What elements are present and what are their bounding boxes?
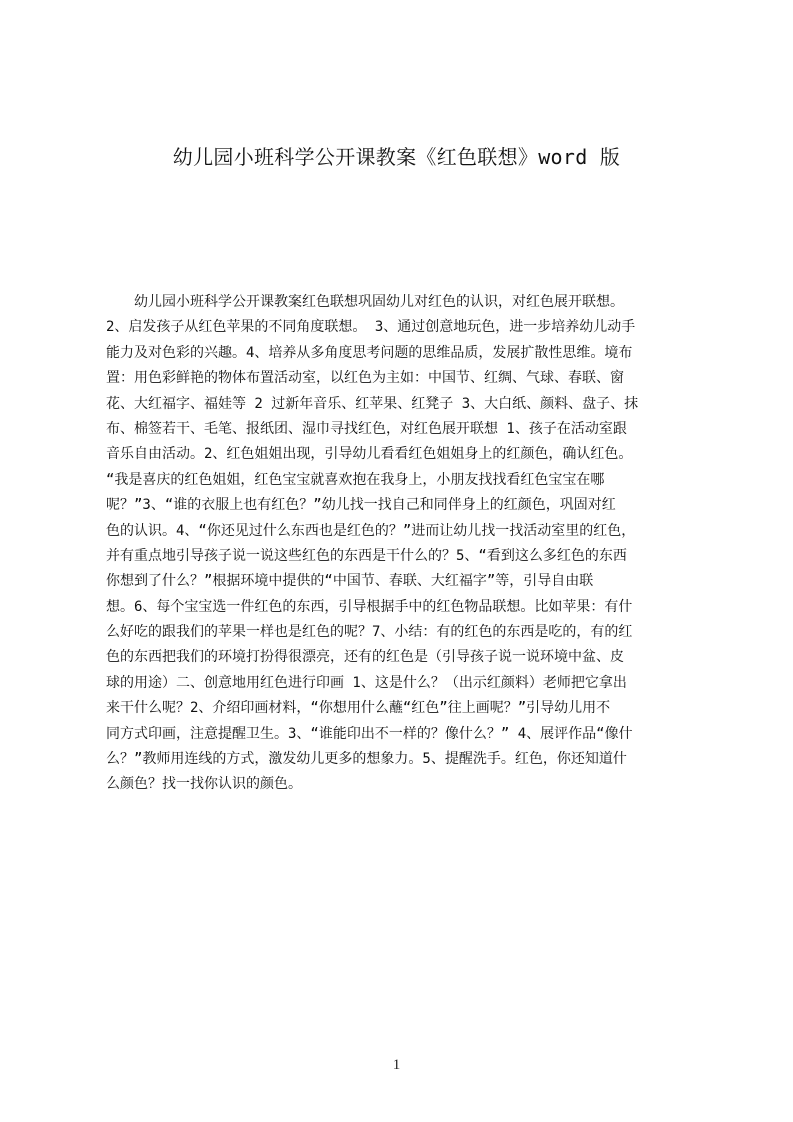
body-line: 么好吃的跟我们的苹果一样也是红色的呢？7、小结：有的红色的东西是吃的，有的红	[106, 624, 633, 641]
body-line: 你想到了什么？”根据环境中提供的“中国节、春联、大红福字”等，引导自由联	[106, 573, 594, 590]
body-line: 么颜色？找一找你认识的颜色。	[106, 776, 302, 793]
body-line: “我是喜庆的红色姐姐，红色宝宝就喜欢抱在我身上，小朋友找找看红色宝宝在哪	[106, 471, 605, 488]
document-title: 幼儿园小班科学公开课教案《红色联想》word 版	[172, 145, 621, 169]
body-line: 色的认识。4、“你还见过什么东西也是红色的？”进而让幼儿找一找活动室里的红色，	[106, 522, 636, 539]
body-line: 色的东西把我们的环境打扮得很漂亮，还有的红色是（引导孩子说一说环境中盆、皮	[106, 649, 624, 666]
body-line: 置：用色彩鲜艳的物体布置活动室，以红色为主如：中国节、红绸、气球、春联、窗	[106, 370, 624, 387]
body-line: 么？”教师用连线的方式，激发幼儿更多的想象力。5、提醒洗手。红色，你还知道什	[106, 751, 627, 768]
body-line: 并有重点地引导孩子说一说这些红色的东西是干什么的？5、“看到这么多红色的东西	[106, 547, 627, 564]
page-number: 1	[392, 1057, 401, 1073]
body-line: 想。6、每个宝宝选一件红色的东西，引导根据手中的红色物品联想。比如苹果：有什	[106, 598, 633, 615]
body-line: 球的用途）二、创意地用红色进行印画 1、这是什么？（出示红颜料）老师把它拿出	[106, 674, 627, 691]
body-line: 布、棉签若干、毛笔、报纸团、湿巾寻找红色，对红色展开联想 1、孩子在活动室跟	[106, 420, 627, 437]
body-line: 来干什么呢？2、介绍印画材料，“你想用什么蘸“红色”往上画呢？”引导幼儿用不	[106, 700, 611, 717]
body-line: 花、大红福字、福娃等 2 过新年音乐、红苹果、红凳子 3、大白纸、颜料、盘子、抹	[106, 395, 639, 412]
body-line: 能力及对色彩的兴趣。4、培养从多角度思考问题的思维品质，发展扩散性思维。境布	[106, 344, 633, 361]
body-line: 呢？”3、“谁的衣服上也有红色？”幼儿找一找自己和同伴身上的红颜色，巩固对红	[106, 497, 616, 514]
body-line: 同方式印画，注意提醒卫生。3、“谁能印出不一样的？像什么？” 4、展评作品“像什	[106, 725, 633, 742]
body-line: 幼儿园小班科学公开课教案红色联想巩固幼儿对红色的认识，对红色展开联想。	[106, 294, 624, 310]
body-line: 音乐自由活动。2、红色姐姐出现，引导幼儿看看红色姐姐身上的红颜色，确认红色。	[106, 446, 633, 463]
document-body	[106, 290, 697, 798]
body-line: 2、启发孩子从红色苹果的不同角度联想。 3、通过创意地玩色，进一步培养幼儿动手	[106, 319, 636, 336]
